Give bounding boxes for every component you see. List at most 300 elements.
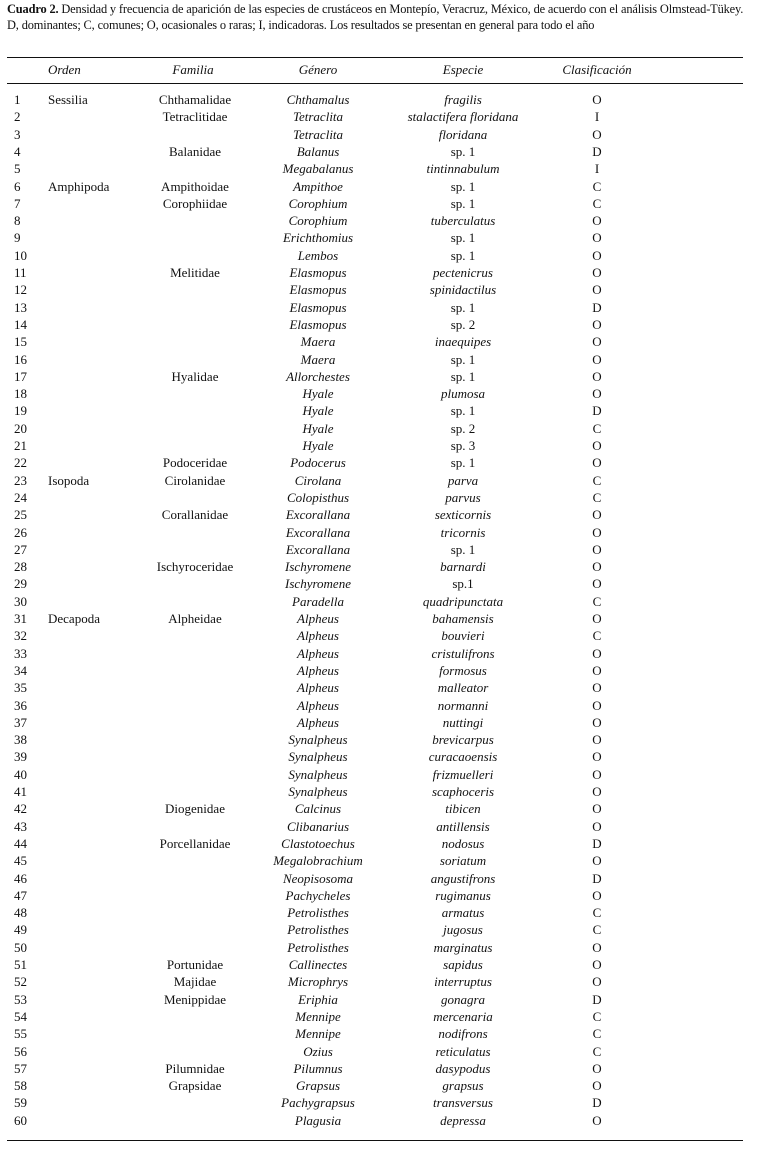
- cell-especie: frizmuelleri: [432, 766, 494, 782]
- cell-genero: Hyale: [302, 420, 334, 436]
- row-number: 5: [14, 161, 21, 177]
- table-row: [0, 1077, 757, 1094]
- cell-clasificacion: C: [592, 1026, 602, 1042]
- table-row: [0, 1025, 757, 1042]
- row-number: 42: [14, 801, 27, 817]
- cell-especie: sp. 1: [450, 247, 476, 263]
- cell-genero: Clastotoechus: [281, 835, 355, 851]
- cell-especie: sp. 2: [450, 420, 476, 436]
- cell-genero: Ozius: [303, 1043, 333, 1059]
- cell-especie: curacaoensis: [428, 749, 498, 765]
- cell-genero: Callinectes: [288, 957, 348, 972]
- cell-genero: Excorallana: [285, 524, 351, 540]
- cell-clasificacion: O: [592, 282, 602, 298]
- cell-familia: Cirolanidae: [164, 472, 226, 488]
- cell-clasificacion: O: [592, 714, 602, 730]
- cell-genero: Excorallana: [285, 507, 351, 523]
- row-number: 1: [14, 92, 21, 107]
- cell-genero: Eriphia: [298, 991, 338, 1007]
- cell-especie: jugosus: [443, 922, 483, 938]
- cell-genero: Neopisosoma: [282, 870, 354, 886]
- cell-especie: floridana: [438, 126, 488, 142]
- cell-clasificacion: D: [592, 991, 602, 1007]
- cell-genero: Maera: [300, 351, 336, 367]
- cell-familia: Corallanidae: [161, 507, 229, 523]
- cell-clasificacion: O: [592, 1112, 602, 1128]
- cell-genero: Corophium: [288, 195, 348, 211]
- cell-especie: marginatus: [433, 939, 493, 955]
- table-row: [0, 766, 757, 783]
- cell-clasificacion: D: [592, 299, 602, 315]
- cell-genero: Elasmopus: [289, 299, 347, 315]
- cell-familia: Portunidae: [166, 957, 224, 972]
- cell-clasificacion: C: [592, 593, 602, 609]
- cell-especie: quadripunctata: [422, 593, 504, 609]
- cell-clasificacion: O: [592, 732, 602, 748]
- row-number: 40: [14, 766, 27, 782]
- table-row: [0, 420, 757, 437]
- row-number: 38: [14, 732, 27, 748]
- table-row: [0, 1008, 757, 1025]
- cell-genero: Corophium: [288, 213, 348, 229]
- cell-familia: Chthamalidae: [158, 92, 232, 107]
- row-number: 30: [14, 593, 27, 609]
- row-number: 8: [14, 213, 21, 229]
- cell-clasificacion: O: [592, 213, 602, 229]
- cell-familia: Tetraclitidae: [162, 109, 228, 125]
- cell-familia: Balanidae: [169, 143, 221, 159]
- table-row: [0, 593, 757, 610]
- cell-especie: gonagra: [440, 991, 486, 1007]
- cell-clasificacion: O: [592, 126, 602, 142]
- cell-especie: antillensis: [436, 818, 490, 834]
- row-number: 59: [14, 1095, 27, 1111]
- row-number: 33: [14, 645, 27, 661]
- row-number: 2: [14, 109, 21, 125]
- table-row: [0, 437, 757, 454]
- cell-genero: Tetraclita: [292, 126, 344, 142]
- table-row: [0, 126, 757, 143]
- header-genero: Género: [298, 62, 338, 77]
- row-number: 7: [14, 195, 21, 211]
- cell-especie: sp. 2: [450, 316, 476, 332]
- cell-clasificacion: O: [592, 766, 602, 782]
- cell-clasificacion: O: [592, 230, 602, 246]
- table-row: [0, 160, 757, 177]
- row-number: 22: [14, 455, 27, 471]
- cell-familia: Diogenidae: [165, 801, 225, 817]
- row-number: 6: [14, 178, 21, 194]
- cell-especie: sexticornis: [434, 507, 492, 523]
- row-number: 21: [14, 438, 27, 453]
- cell-genero: Hyale: [302, 386, 334, 402]
- cell-especie: tibicen: [445, 801, 481, 817]
- cell-genero: Paradella: [292, 593, 344, 609]
- cell-clasificacion: O: [592, 957, 602, 972]
- cell-genero: Alpheus: [297, 611, 339, 626]
- cell-especie: tintinnabulum: [426, 161, 500, 177]
- table-row: [0, 247, 757, 264]
- cell-especie: fragilis: [444, 92, 482, 107]
- cell-especie: angustifrons: [430, 870, 496, 886]
- table-row: [0, 402, 757, 419]
- row-number: 51: [14, 957, 27, 972]
- cell-especie: soriatum: [439, 853, 487, 869]
- row-number: 27: [14, 541, 27, 557]
- cell-orden: Isopoda: [48, 472, 90, 488]
- cell-especie: sp. 1: [450, 299, 476, 315]
- table-row: [0, 489, 757, 506]
- cell-clasificacion: O: [592, 247, 602, 263]
- cell-familia: Alpheidae: [168, 611, 222, 626]
- cell-genero: Podocerus: [290, 455, 346, 471]
- row-number: 45: [14, 853, 27, 869]
- table-row: [0, 541, 757, 558]
- table-row: [0, 1112, 757, 1129]
- cell-especie: sp. 1: [450, 368, 476, 384]
- row-number: 23: [14, 472, 27, 488]
- cell-especie: parvus: [445, 489, 481, 505]
- table-row: [0, 524, 757, 541]
- row-number: 25: [14, 507, 27, 523]
- row-number: 48: [14, 905, 27, 921]
- cell-especie: spinidactilus: [429, 282, 497, 298]
- row-number: 13: [14, 299, 27, 315]
- row-number: 12: [14, 282, 27, 298]
- cell-especie: sp. 1: [450, 230, 476, 246]
- cell-clasificacion: O: [592, 662, 602, 678]
- cell-genero: Tetraclita: [292, 109, 344, 125]
- cell-especie: formosus: [439, 662, 487, 678]
- cell-clasificacion: O: [592, 265, 602, 280]
- row-number: 58: [14, 1078, 27, 1094]
- table-bottom-rule: [7, 1140, 743, 1141]
- cell-clasificacion: O: [592, 680, 602, 696]
- row-number: 52: [14, 974, 27, 990]
- cell-genero: Petrolisthes: [287, 939, 349, 955]
- cell-clasificacion: C: [592, 628, 602, 644]
- cell-clasificacion: O: [592, 749, 602, 765]
- cell-genero: Microphrys: [287, 974, 349, 990]
- cell-clasificacion: O: [592, 92, 602, 107]
- table-row: [0, 558, 757, 575]
- cell-familia: Podoceridae: [162, 455, 228, 471]
- row-number: 17: [14, 368, 27, 384]
- row-number: 18: [14, 386, 27, 402]
- cell-familia: Majidae: [173, 974, 217, 990]
- table-row: [0, 385, 757, 402]
- header-familia: Familia: [172, 62, 214, 77]
- cell-genero: Elasmopus: [289, 265, 347, 280]
- row-number: 60: [14, 1112, 27, 1128]
- cell-especie: armatus: [441, 905, 485, 921]
- table-row: [0, 351, 757, 368]
- table-row: [0, 956, 757, 973]
- cell-especie: malleator: [437, 680, 489, 696]
- cell-genero: Elasmopus: [289, 316, 347, 332]
- table-row: [0, 697, 757, 714]
- row-number: 16: [14, 351, 27, 367]
- table-row: [0, 679, 757, 696]
- table-row: [0, 108, 757, 125]
- row-number: 35: [14, 680, 27, 696]
- table-row: [0, 1043, 757, 1060]
- cell-clasificacion: O: [592, 887, 602, 903]
- table-row: [0, 887, 757, 904]
- row-number: 44: [14, 835, 27, 851]
- row-number: 50: [14, 939, 27, 955]
- cell-clasificacion: O: [592, 939, 602, 955]
- row-number: 4: [14, 143, 21, 159]
- table-row: [0, 299, 757, 316]
- cell-genero: Excorallana: [285, 541, 351, 557]
- cell-clasificacion: O: [592, 645, 602, 661]
- row-number: 32: [14, 628, 27, 644]
- cell-clasificacion: O: [592, 1060, 602, 1076]
- cell-orden: Sessilia: [48, 92, 88, 107]
- cell-clasificacion: C: [592, 178, 602, 194]
- cell-clasificacion: C: [592, 420, 602, 436]
- cell-clasificacion: O: [592, 455, 602, 471]
- cell-genero: Maera: [300, 334, 336, 350]
- cell-clasificacion: D: [592, 870, 602, 886]
- table-row: [0, 178, 757, 195]
- cell-genero: Megabalanus: [282, 161, 354, 177]
- row-number: 26: [14, 524, 27, 540]
- table-row: [0, 904, 757, 921]
- cell-genero: Chthamalus: [286, 92, 350, 107]
- header-clasificacion: Clasificación: [562, 62, 632, 77]
- cell-especie: rugimanus: [435, 887, 491, 903]
- cell-genero: Alpheus: [297, 662, 339, 678]
- cell-familia: Grapsidae: [168, 1078, 222, 1094]
- cell-clasificacion: O: [592, 611, 602, 626]
- cell-genero: Synalpheus: [288, 749, 348, 765]
- cell-clasificacion: I: [594, 109, 600, 125]
- cell-especie: sp. 1: [450, 178, 476, 194]
- table-row: [0, 973, 757, 990]
- header-orden: Orden: [48, 62, 81, 77]
- row-number: 37: [14, 714, 27, 730]
- cell-especie: sapidus: [443, 957, 483, 972]
- cell-especie: mercenaria: [433, 1008, 493, 1024]
- row-number: 9: [14, 230, 21, 246]
- cell-genero: Pilumnus: [293, 1060, 343, 1076]
- cell-especie: sp. 1: [450, 143, 476, 159]
- cell-orden: Decapoda: [48, 611, 100, 626]
- cell-genero: Alpheus: [297, 680, 339, 696]
- cell-especie: reticulatus: [435, 1043, 491, 1059]
- table-row: [0, 870, 757, 887]
- cell-especie: transversus: [433, 1095, 493, 1111]
- cell-clasificacion: O: [592, 853, 602, 869]
- cell-especie: pectenicrus: [433, 265, 493, 280]
- cell-especie: tuberculatus: [430, 213, 496, 229]
- row-number: 15: [14, 334, 27, 350]
- cell-especie: sp. 1: [450, 351, 476, 367]
- table-row: [0, 1060, 757, 1077]
- header-especie: Especie: [442, 62, 484, 77]
- cell-especie: sp. 3: [450, 438, 476, 453]
- cell-genero: Erichthomius: [282, 230, 354, 246]
- cell-clasificacion: O: [592, 524, 602, 540]
- cell-especie: cristulifrons: [431, 645, 495, 661]
- cell-genero: Clibanarius: [286, 818, 350, 834]
- table-row: [0, 472, 757, 489]
- cell-familia: Melitidae: [170, 265, 220, 280]
- cell-clasificacion: D: [592, 143, 602, 159]
- row-number: 57: [14, 1060, 27, 1076]
- table-row: [0, 368, 757, 385]
- caption-label: Cuadro 2.: [7, 2, 59, 16]
- cell-especie: nodifrons: [438, 1026, 488, 1042]
- table-row: [0, 939, 757, 956]
- cell-genero: Synalpheus: [288, 766, 348, 782]
- cell-especie: brevicarpus: [432, 732, 494, 748]
- cell-clasificacion: O: [592, 507, 602, 523]
- cell-clasificacion: C: [592, 1008, 602, 1024]
- table-row: [0, 454, 757, 471]
- cell-especie: interruptus: [434, 974, 492, 990]
- table-row: [0, 316, 757, 333]
- cell-clasificacion: O: [592, 438, 602, 453]
- table-caption: [7, 2, 747, 33]
- cell-clasificacion: D: [592, 835, 602, 851]
- cell-clasificacion: O: [592, 316, 602, 332]
- row-number: 29: [14, 576, 27, 592]
- table-row: [0, 748, 757, 765]
- cell-especie: sp. 1: [450, 195, 476, 211]
- table-row: [0, 714, 757, 731]
- table-row: [0, 991, 757, 1008]
- table-header-rule: [7, 83, 743, 84]
- cell-clasificacion: C: [592, 195, 602, 211]
- cell-clasificacion: O: [592, 576, 602, 592]
- cell-especie: sp.1: [452, 576, 474, 592]
- cell-familia: Pilumnidae: [165, 1060, 225, 1076]
- cell-clasificacion: C: [592, 905, 602, 921]
- cell-genero: Synalpheus: [288, 784, 348, 799]
- row-number: 53: [14, 991, 27, 1007]
- table-row: [0, 800, 757, 817]
- cell-especie: sp. 1: [450, 541, 476, 557]
- cell-especie: plumosa: [440, 386, 486, 402]
- cell-genero: Pachycheles: [285, 887, 351, 903]
- cell-especie: grapsus: [442, 1078, 484, 1094]
- cell-genero: Alpheus: [297, 628, 339, 644]
- row-number: 34: [14, 662, 27, 678]
- table-row: [0, 1094, 757, 1111]
- cell-clasificacion: O: [592, 818, 602, 834]
- table-row: [0, 818, 757, 835]
- cell-clasificacion: O: [592, 386, 602, 402]
- cell-especie: nodosus: [441, 835, 485, 851]
- cell-genero: Megalobrachium: [273, 853, 363, 869]
- cell-clasificacion: C: [592, 472, 602, 488]
- table-row: [0, 921, 757, 938]
- cell-genero: Plagusia: [294, 1112, 342, 1128]
- row-number: 49: [14, 922, 27, 938]
- row-number: 39: [14, 749, 27, 765]
- table-row: [0, 333, 757, 350]
- cell-genero: Mennipe: [295, 1008, 341, 1024]
- cell-genero: Allorchestes: [286, 368, 350, 384]
- cell-genero: Elasmopus: [289, 282, 347, 298]
- table-row: [0, 143, 757, 160]
- cell-genero: Synalpheus: [288, 732, 348, 748]
- cell-especie: sp. 1: [450, 455, 476, 471]
- cell-especie: scaphoceris: [431, 784, 495, 799]
- cell-especie: nuttingi: [442, 714, 484, 730]
- table-row: [0, 212, 757, 229]
- cell-clasificacion: D: [592, 403, 602, 419]
- cell-especie: dasypodus: [435, 1060, 491, 1076]
- cell-especie: normanni: [437, 697, 489, 713]
- table-row: [0, 195, 757, 212]
- cell-clasificacion: O: [592, 351, 602, 367]
- cell-clasificacion: O: [592, 368, 602, 384]
- row-number: 46: [14, 870, 27, 886]
- cell-genero: Petrolisthes: [287, 905, 349, 921]
- cell-especie: stalactifera floridana: [407, 109, 519, 125]
- row-number: 20: [14, 420, 27, 436]
- table-row: [0, 264, 757, 281]
- row-number: 56: [14, 1043, 27, 1059]
- row-number: 55: [14, 1026, 27, 1042]
- row-number: 3: [14, 126, 21, 142]
- cell-familia: Ischyroceridae: [156, 559, 234, 575]
- cell-clasificacion: O: [592, 541, 602, 557]
- cell-clasificacion: O: [592, 334, 602, 350]
- table-row: [0, 645, 757, 662]
- table-row: [0, 835, 757, 852]
- cell-genero: Colopisthus: [286, 489, 350, 505]
- cell-genero: Alpheus: [297, 714, 339, 730]
- table-row: [0, 281, 757, 298]
- row-number: 54: [14, 1008, 27, 1024]
- row-number: 41: [14, 784, 27, 799]
- cell-genero: Alpheus: [297, 697, 339, 713]
- cell-especie: depressa: [440, 1112, 486, 1128]
- table-row: [0, 91, 757, 108]
- cell-especie: tricornis: [440, 524, 486, 540]
- cell-clasificacion: O: [592, 801, 602, 817]
- cell-genero: Pachygrapsus: [281, 1095, 355, 1111]
- caption-text: Densidad y frecuencia de aparición de las especies de crustáceos en Montepío, Veracruz, México, de acuerdo con el análisis Olmstead-Tükey. D, dominantes; C, comunes; O, ocasionales o raras; I, indicadoras. Los resultados se presentan en general para todo el año: [7, 2, 744, 32]
- cell-especie: barnardi: [440, 559, 486, 575]
- cell-clasificacion: O: [592, 559, 602, 575]
- cell-genero: Petrolisthes: [287, 922, 349, 938]
- cell-genero: Balanus: [296, 143, 340, 159]
- cell-orden: Amphipoda: [48, 178, 110, 194]
- cell-familia: Ampithoidae: [161, 178, 229, 194]
- cell-genero: Grapsus: [295, 1078, 341, 1094]
- table-header: [0, 62, 757, 80]
- cell-clasificacion: C: [592, 922, 602, 938]
- table-row: [0, 731, 757, 748]
- table-row: [0, 783, 757, 800]
- row-number: 43: [14, 818, 27, 834]
- table-row: [0, 506, 757, 523]
- cell-clasificacion: C: [592, 1043, 602, 1059]
- table-row: [0, 575, 757, 592]
- row-number: 47: [14, 887, 27, 903]
- cell-genero: Hyale: [302, 403, 334, 419]
- cell-familia: Menippidae: [163, 991, 227, 1007]
- table-row: [0, 229, 757, 246]
- row-number: 36: [14, 697, 27, 713]
- cell-genero: Ischyromene: [285, 576, 351, 592]
